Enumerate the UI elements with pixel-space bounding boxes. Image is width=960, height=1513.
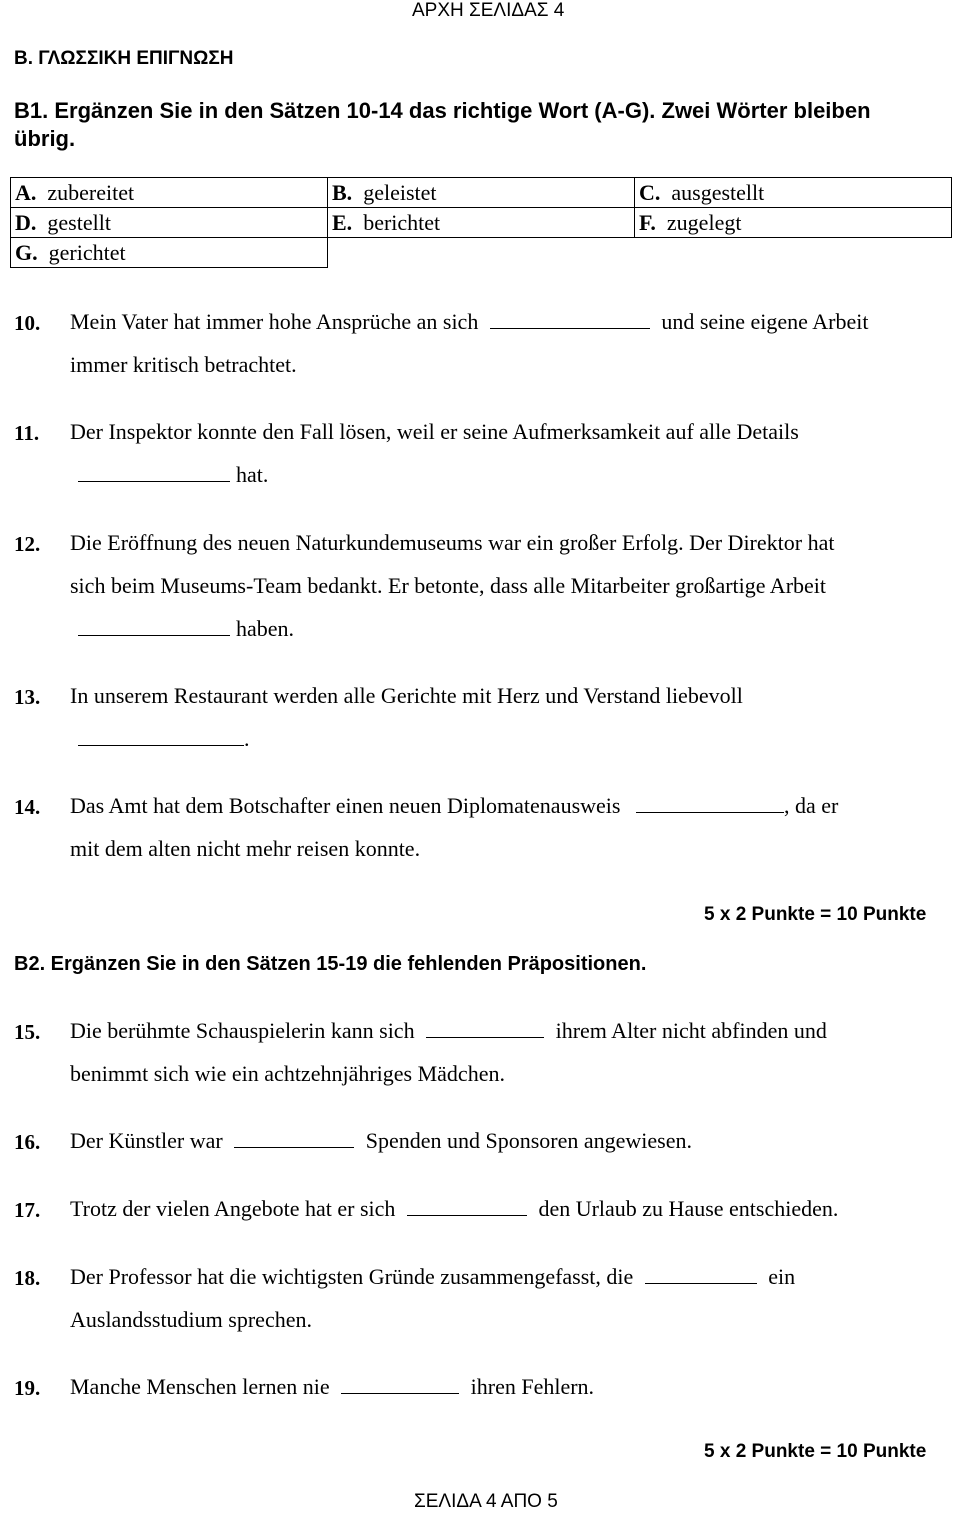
answer-blank-14[interactable] (636, 794, 784, 813)
item-13-line1: In unserem Restaurant werden alle Gerichte mit Herz und Verstand liebevoll (70, 683, 743, 708)
item-number-16: 16. (14, 1130, 41, 1154)
item-number-18: 18. (14, 1266, 41, 1290)
item-10-line2: immer kritisch betrachtet. (70, 352, 297, 377)
word-table-row (11, 178, 952, 208)
item-number-13: 13. (14, 685, 41, 709)
answer-blank-15[interactable] (426, 1019, 544, 1038)
item-12-line2: sich beim Museums-Team bedankt. Er betonte, dass alle Mitarbeiter großartige Arbeit (70, 573, 827, 598)
answer-blank-19[interactable] (341, 1375, 459, 1394)
item-number-17: 17. (14, 1198, 41, 1222)
b2-instruction: B2. Ergänzen Sie in den Sätzen 15-19 die fehlenden Präpositionen. (14, 953, 647, 975)
item-number-11: 11. (14, 421, 40, 445)
item-number-10: 10. (14, 311, 41, 335)
item-18-line1: Der Professor hat die wichtigsten Gründe zusammengefasst, die ein (70, 1264, 796, 1289)
item-number-12: 12. (14, 532, 41, 556)
item-11-line1: Der Inspektor konnte den Fall lösen, weil er seine Aufmerksamkeit auf alle Details (70, 419, 799, 444)
b1-instruction-line2: übrig. (14, 126, 76, 151)
answer-blank-13[interactable] (78, 727, 244, 746)
word-cell-a: A. zubereitet (11, 178, 328, 208)
word-cell-g: G. gerichtet (11, 238, 328, 268)
b1-points: 5 x 2 Punkte = 10 Punkte (704, 904, 927, 925)
item-15-line2: benimmt sich wie ein achtzehnjähriges Mädchen. (70, 1061, 505, 1086)
word-cell-b: B. geleistet (328, 178, 635, 208)
item-11-line2: hat. (78, 462, 268, 488)
word-table (10, 177, 952, 268)
word-cell-f: F. zugelegt (635, 208, 952, 238)
answer-blank-16[interactable] (234, 1129, 354, 1148)
page-footer: ΣΕΛΙΔΑ 4 ΑΠΟ 5 (414, 1491, 558, 1512)
item-18-line2: Auslandsstudium sprechen. (70, 1307, 312, 1332)
word-table-row (11, 238, 952, 268)
word-table-row (11, 208, 952, 238)
item-19-line1: Manche Menschen lernen nie ihren Fehlern. (70, 1374, 595, 1399)
item-number-14: 14. (14, 795, 41, 819)
item-14-line1: Das Amt hat dem Botschafter einen neuen Diplomatenausweis , da er (70, 793, 839, 818)
item-15-line1: Die berühmte Schauspielerin kann sich ihrem Alter nicht abfinden und (70, 1018, 827, 1043)
answer-blank-17[interactable] (407, 1197, 527, 1216)
word-cell-c: C. ausgestellt (635, 178, 952, 208)
item-16-line1: Der Künstler war Spenden und Sponsoren angewiesen. (70, 1128, 693, 1153)
answer-blank-12[interactable] (78, 617, 230, 636)
item-17-line1: Trotz der vielen Angebote hat er sich den Urlaub zu Hause entschieden. (70, 1196, 839, 1221)
answer-blank-10[interactable] (490, 310, 650, 329)
section-title: Β. ΓΛΩΣΣΙΚΗ ΕΠΙΓΝΩΣΗ (14, 48, 234, 69)
item-number-15: 15. (14, 1020, 41, 1044)
item-10-line1: Mein Vater hat immer hohe Ansprüche an sich und seine eigene Arbeit (70, 309, 869, 334)
item-12-line1: Die Eröffnung des neuen Naturkundemuseums war ein großer Erfolg. Der Direktor hat (70, 530, 835, 555)
page-header: ΑΡΧΗ ΣΕΛΙΔΑΣ 4 (412, 0, 565, 21)
item-13-line2: . (78, 726, 250, 752)
word-cell-d: D. gestellt (11, 208, 328, 238)
b2-points: 5 x 2 Punkte = 10 Punkte (704, 1441, 927, 1462)
item-14-line2: mit dem alten nicht mehr reisen konnte. (70, 836, 421, 861)
answer-blank-18[interactable] (645, 1265, 757, 1284)
word-cell-e: E. berichtet (328, 208, 635, 238)
b1-instruction-line1: B1. Ergänzen Sie in den Sätzen 10-14 das richtige Wort (A-G). Zwei Wörter bleiben (14, 98, 871, 123)
answer-blank-11[interactable] (78, 463, 230, 482)
item-12-line3: haben. (78, 616, 294, 642)
item-number-19: 19. (14, 1376, 41, 1400)
